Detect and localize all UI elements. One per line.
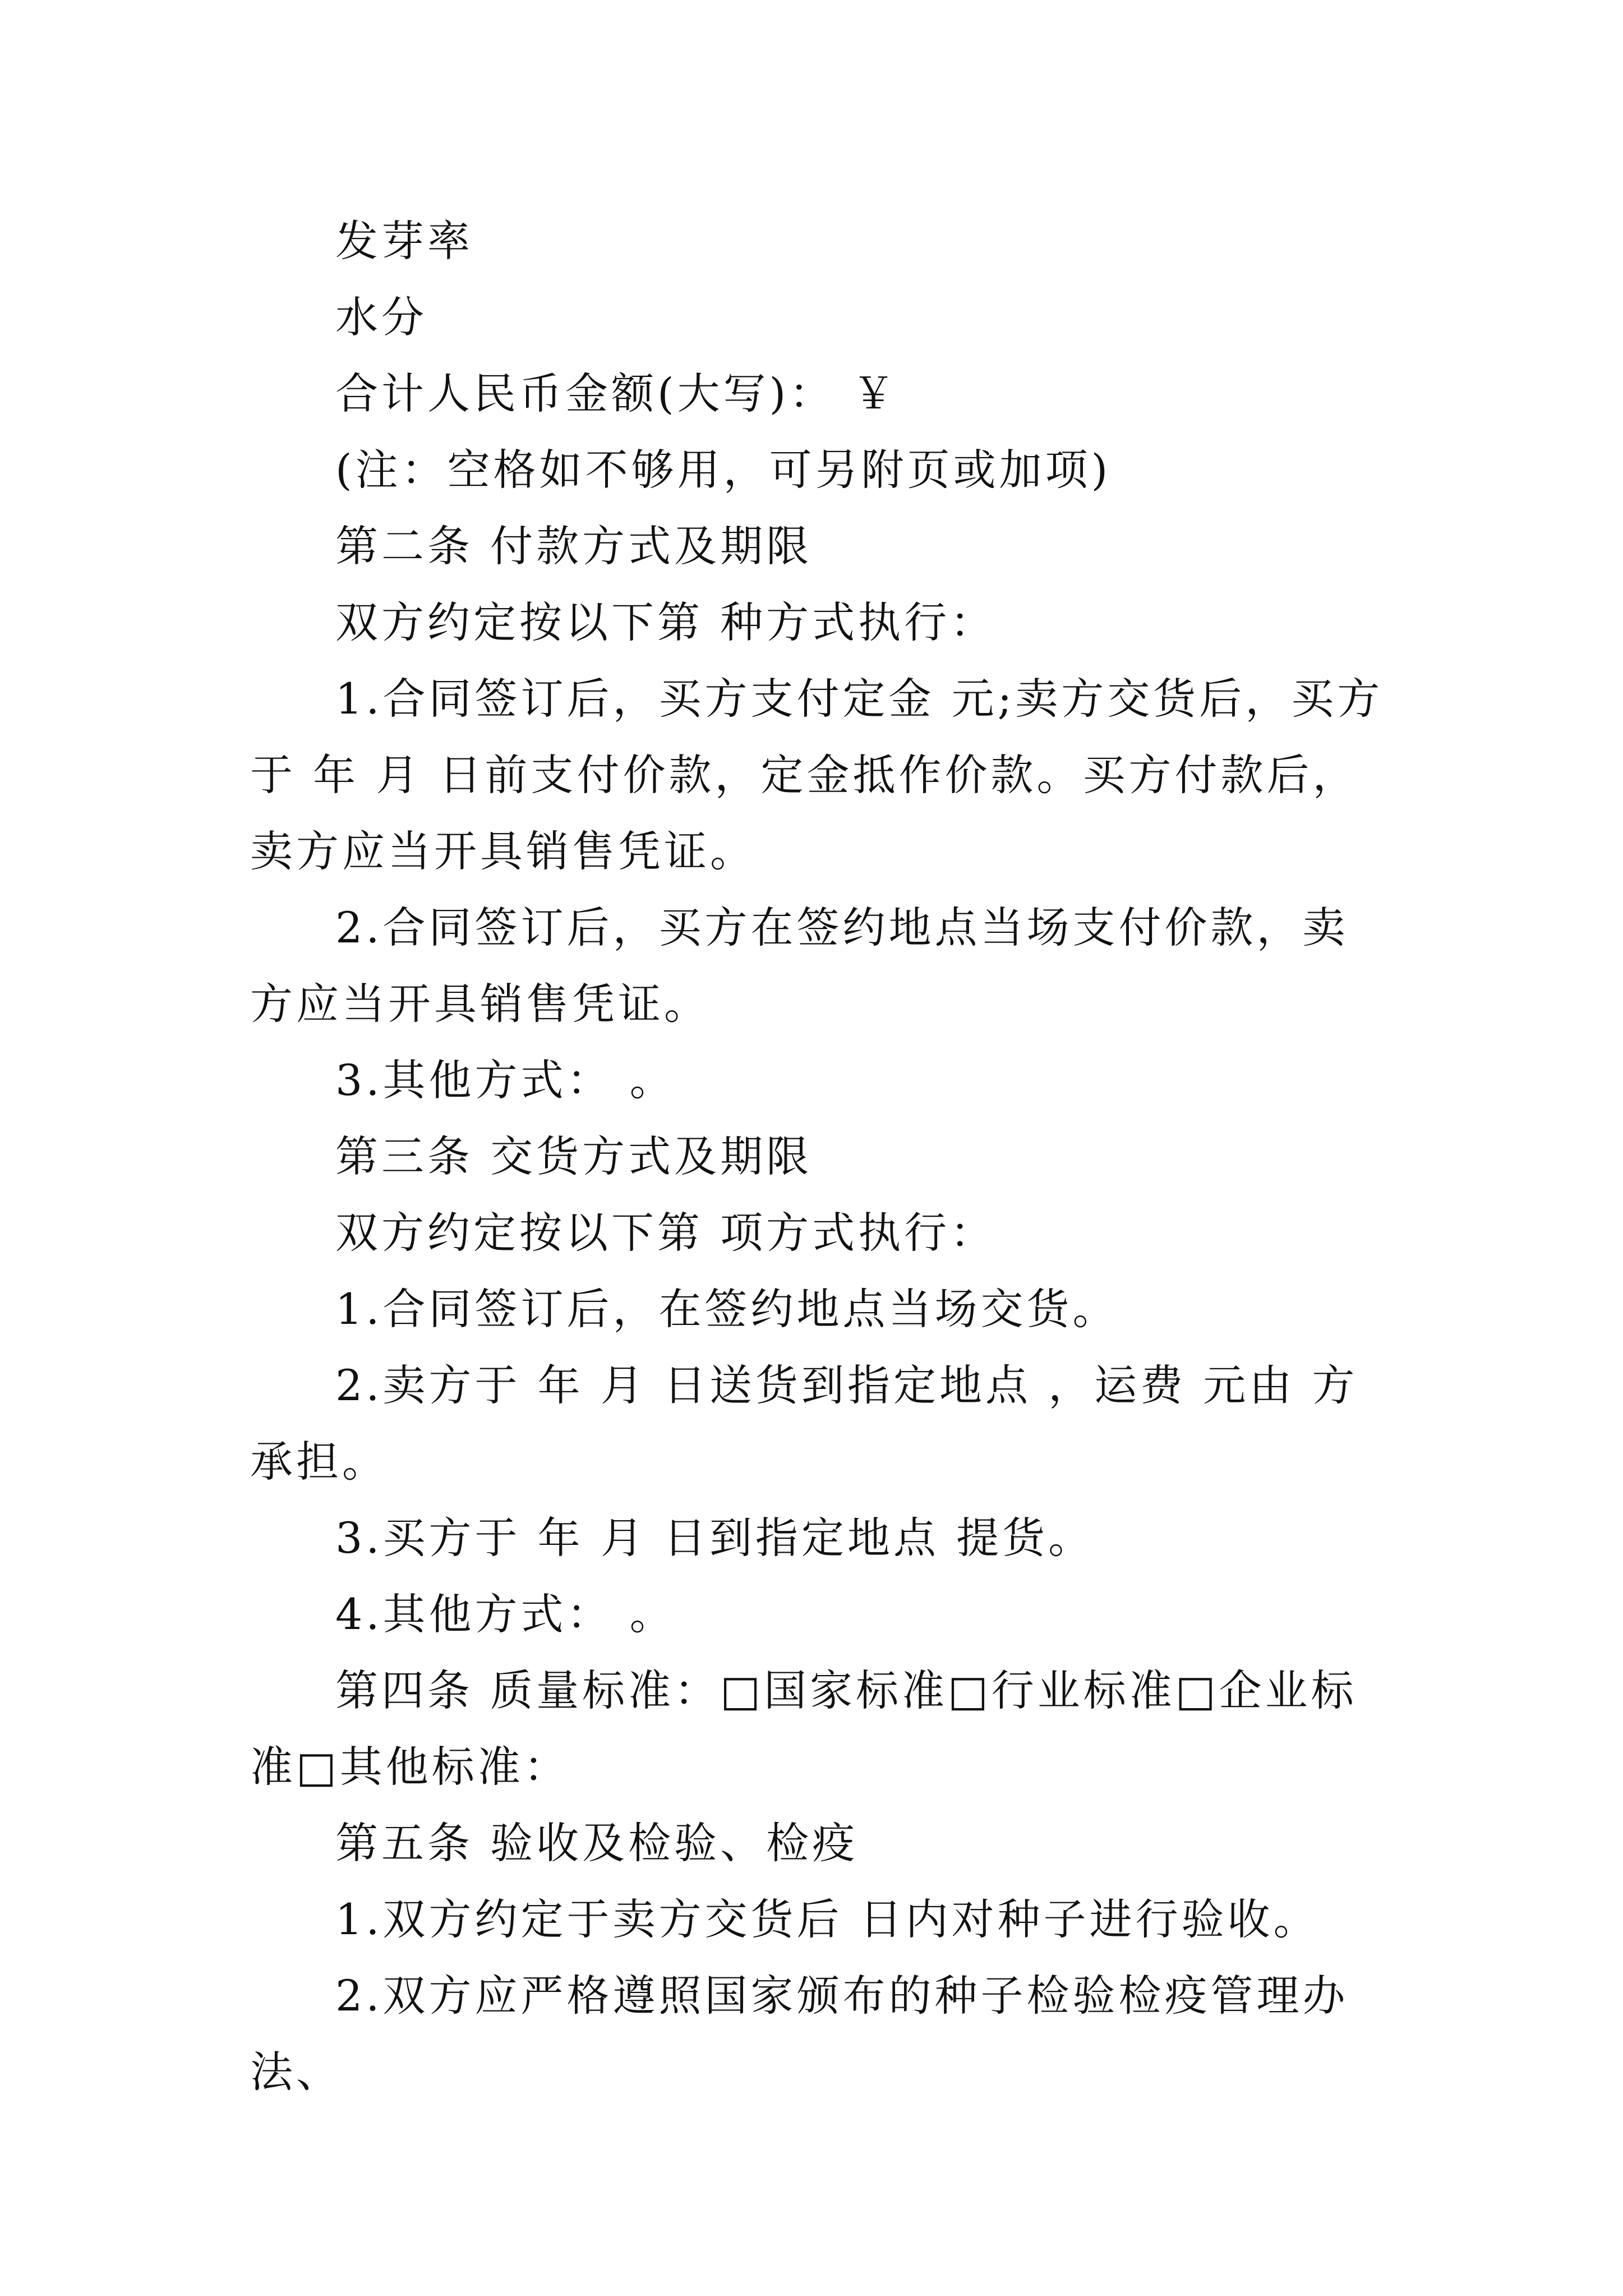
article-2-item-2: 2.合同签订后，买方在签约地点当场支付价款，卖方应当开具销售凭证。 xyxy=(250,903,1349,1029)
document-body xyxy=(250,203,1394,2110)
total-amount-line: 合计人民币金额(大写)： ￥ xyxy=(335,369,898,418)
germination-rate-line: 发芽率 xyxy=(335,216,473,266)
article-3-item-4: 4.其他方式： 。 xyxy=(335,1589,676,1639)
article-5-item-2: 2.双方应严格遵照国家颁布的种子检验检疫管理办法、 xyxy=(250,1971,1349,2097)
article-3-item-2: 2.卖方于 年 月 日送货到指定地点 ，运费 元由 方承担。 xyxy=(250,1360,1358,1487)
article-3-item-1: 1.合同签订后，在签约地点当场交货。 xyxy=(335,1284,1119,1334)
moisture-line: 水分 xyxy=(335,292,427,342)
article-4-quality-standard: 第四条 质量标准：□国家标准□行业标准□企业标准□其他标准： xyxy=(250,1665,1357,1792)
article-3-item-3: 3.买方于 年 月 日到指定地点 提货。 xyxy=(335,1513,1095,1563)
article-2-item-3: 3.其他方式： 。 xyxy=(335,1055,676,1105)
article-3-intro: 双方约定按以下第 项方式执行： xyxy=(335,1208,997,1258)
article-2-item-1: 1.合同签订后，买方支付定金 元;卖方交货后，买方于 年 月 日前支付价款，定金抵作价款。买方付款后，卖方应当开具销售凭证。 xyxy=(250,674,1384,876)
article-3-heading: 第三条 交货方式及期限 xyxy=(335,1131,813,1181)
article-5-item-1: 1.双方约定于卖方交货后 日内对种子进行验收。 xyxy=(335,1894,1320,1944)
article-2-intro: 双方约定按以下第 种方式执行： xyxy=(335,597,997,647)
article-5-heading: 第五条 验收及检验、检疫 xyxy=(335,1818,859,1868)
note-line: (注：空格如不够用，可另附页或加项) xyxy=(335,445,1112,495)
article-2-heading: 第二条 付款方式及期限 xyxy=(335,521,813,571)
